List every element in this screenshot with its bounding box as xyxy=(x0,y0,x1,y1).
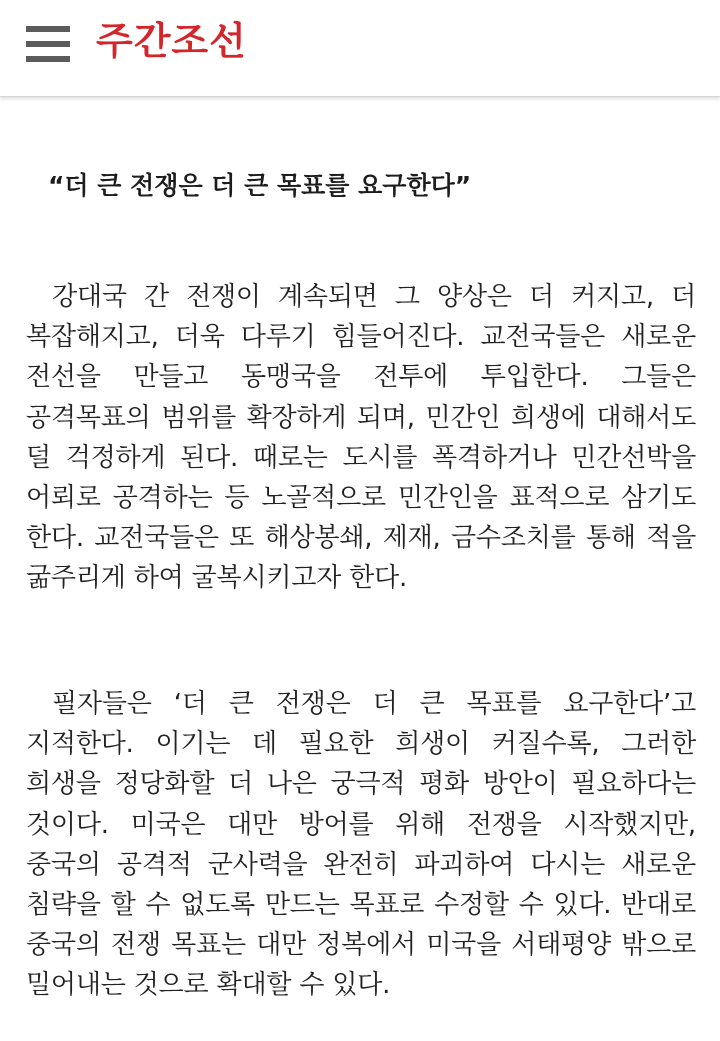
hamburger-menu-icon[interactable] xyxy=(24,22,72,66)
article-paragraph: 필자들은 ‘더 큰 전쟁은 더 큰 목표를 요구한다’고 지적한다. 이기는 데 필요한 희생이 커질수록, 그러한 희생을 정당화할 더 나은 궁극적 평화 방안이 필요하다는 것이다. 미국은 대만 방어를 위해 전쟁을 시작했지만, 중국의 공격적 군사력을 완전히 파괴하여 다시는 새로운 침략을 할 수 없도록 만드는 목표로 수정할 수 있다. 반대로 중국의 전쟁 목표는 대만 정복에서 미국을 서태평양 밖으로 밀어내는 것으로 확대할 수 있다. xyxy=(26,689,696,1001)
article-subheading: “더 큰 전쟁은 더 큰 목표를 요구한다” xyxy=(48,171,472,200)
menu-bar-line xyxy=(26,56,70,62)
site-logo[interactable]: 주간조선 xyxy=(96,18,247,63)
menu-bar-line xyxy=(26,26,70,32)
article-paragraph: 강대국 간 전쟁이 계속되면 그 양상은 더 커지고, 더 복잡해지고, 더욱 다루기 힘들어진다. 교전국들은 새로운 전선을 만들고 동맹국을 전투에 투입한다. 그들은 공격목표의 범위를 확장하게 되며, 민간인 희생에 대해서도 덜 걱정하게 된다. 때로는 도시를 폭격하거나 민간선박을 어뢰로 공격하는 등 노골적으로 민간인을 표적으로 삼기도 한다. 교전국들은 또 해상봉쇄, 제재, 금수조치를 통해 적을 굶주리게 하여 굴복시키고자 한다. xyxy=(26,282,696,594)
top-header xyxy=(0,0,720,97)
menu-bar-line xyxy=(26,41,70,47)
